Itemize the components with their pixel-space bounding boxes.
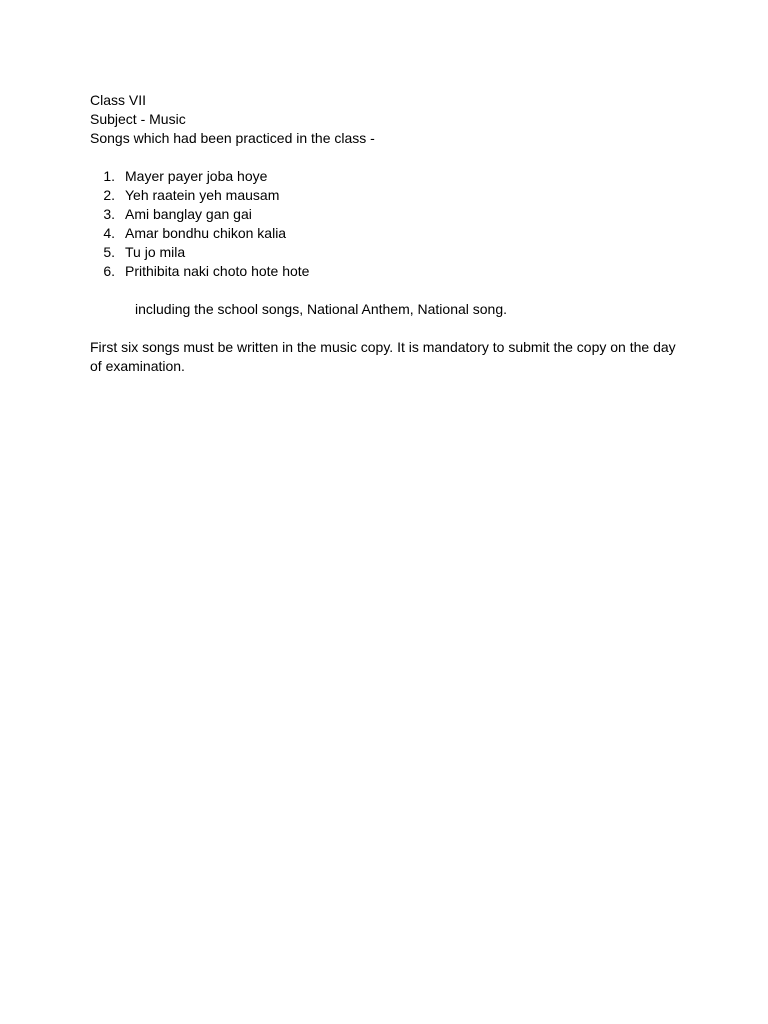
including-line: including the school songs, National Anthem, National song. [135, 301, 508, 317]
list-item-title: Mayer payer joba hoye [125, 168, 268, 184]
list-item [90, 243, 680, 262]
list-item-number: 6. [103, 263, 115, 279]
list-item-number: 3. [103, 206, 115, 222]
spacer [90, 148, 680, 167]
list-item-title: Yeh raatein yeh mausam [125, 187, 280, 203]
list-item [90, 167, 680, 186]
spacer [90, 319, 680, 338]
spacer [90, 281, 680, 300]
list-item-title: Tu jo mila [125, 244, 186, 260]
list-item-title: Ami banglay gan gai [125, 206, 252, 222]
list-item-title: Prithibita naki choto hote hote [125, 263, 310, 279]
list-item-number: 5. [103, 244, 115, 260]
list-item-number: 1. [103, 168, 115, 184]
intro-line: Songs which had been practiced in the class - [90, 130, 375, 146]
document-body [90, 91, 680, 376]
instruction-paragraph: First six songs must be written in the music copy. It is mandatory to submit the copy on the day of examination. [90, 339, 676, 374]
class-line: Class VII [90, 92, 147, 108]
list-item [90, 262, 680, 281]
list-item [90, 186, 680, 205]
list-item-number: 4. [103, 225, 115, 241]
list-item-title: Amar bondhu chikon kalia [125, 225, 287, 241]
list-item [90, 224, 680, 243]
list-item-number: 2. [103, 187, 115, 203]
list-item [90, 205, 680, 224]
subject-line: Subject - Music [90, 111, 186, 127]
song-list [90, 167, 680, 281]
